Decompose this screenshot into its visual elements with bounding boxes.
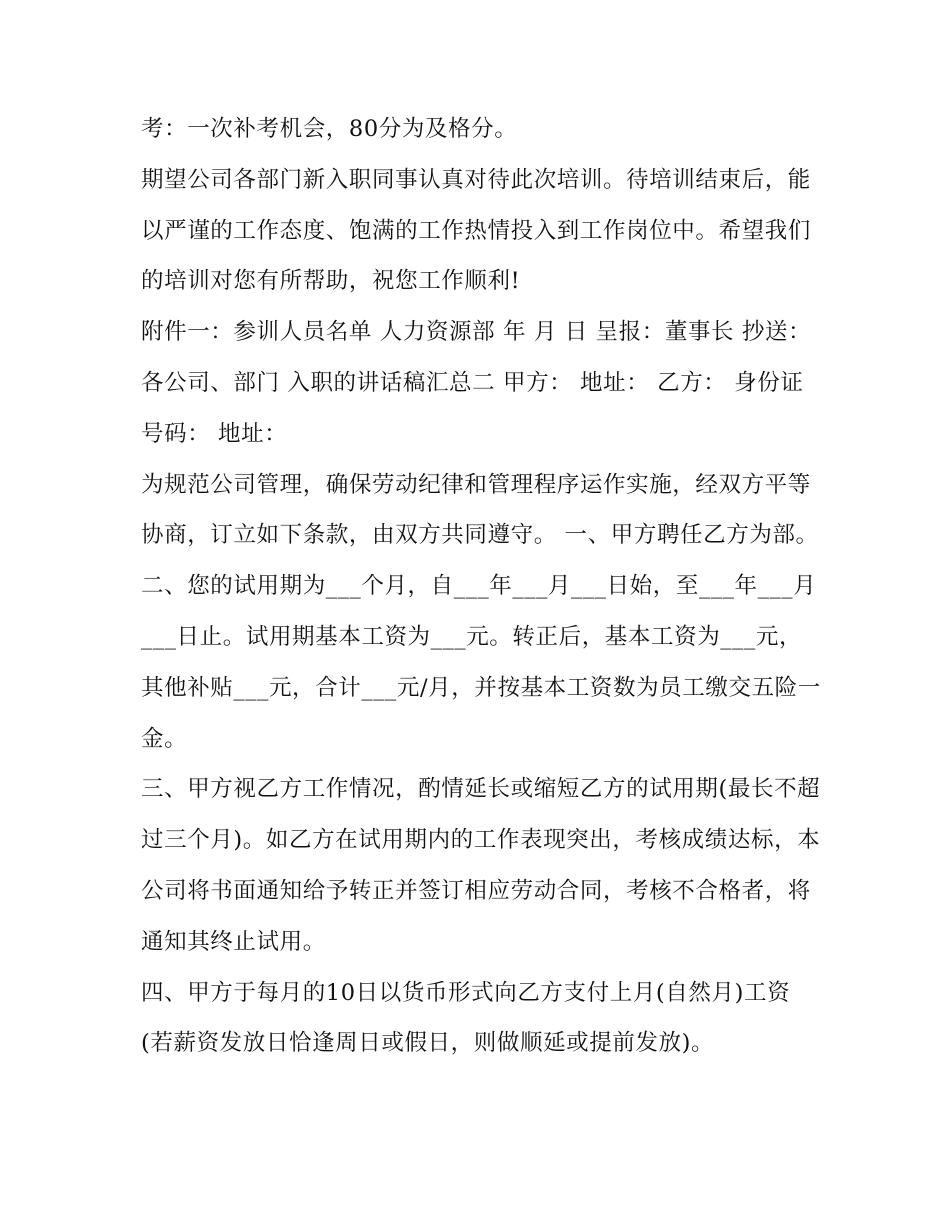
paragraph-probation-salary: 二、您的试用期为___个月，自___年___月___日始，至___年___月___日止。试用期基本工资为___元。转正后，基本工资为___元，其他补贴___元，合计___元/月，并按基本工资数为员工缴交五险一金。 bbox=[141, 573, 821, 752]
document-body bbox=[141, 104, 821, 1069]
paragraph-exam-retake: 考：一次补考机会，80分为及格分。 bbox=[141, 116, 518, 142]
paragraph-probation-adjustment: 三、甲方视乙方工作情况，酌情延长或缩短乙方的试用期(最长不超过三个月)。如乙方在试用期内的工作表现突出，考核成绩达标，本公司将书面通知给予转正并签订相应劳动合同，考核不合格者，将通知其终止试用。 bbox=[141, 776, 821, 955]
paragraph-attachment-parties: 附件一：参训人员名单 人力资源部 年 月 日 呈报：董事长 抄送：各公司、部门 入职的讲话稿汇总二 甲方： 地址： 乙方： 身份证号码： 地址： bbox=[141, 319, 812, 447]
paragraph-training-expectation: 期望公司各部门新入职同事认真对待此次培训。待培训结束后，能以严谨的工作态度、饱满的工作热情投入到工作岗位中。希望我们的培训对您有所帮助，祝您工作顺利! bbox=[141, 166, 811, 295]
paragraph-agreement-intro: 为规范公司管理，确保劳动纪律和管理程序运作实施，经双方平等协商，订立如下条款，由双方共同遵守。 一、甲方聘任乙方为部。 bbox=[141, 471, 819, 549]
paragraph-payment-schedule: 四、甲方于每月的10日以货币形式向乙方支付上月(自然月)工资(若薪资发放日恰逢周日或假日，则做顺延或提前发放)。 bbox=[141, 979, 791, 1057]
